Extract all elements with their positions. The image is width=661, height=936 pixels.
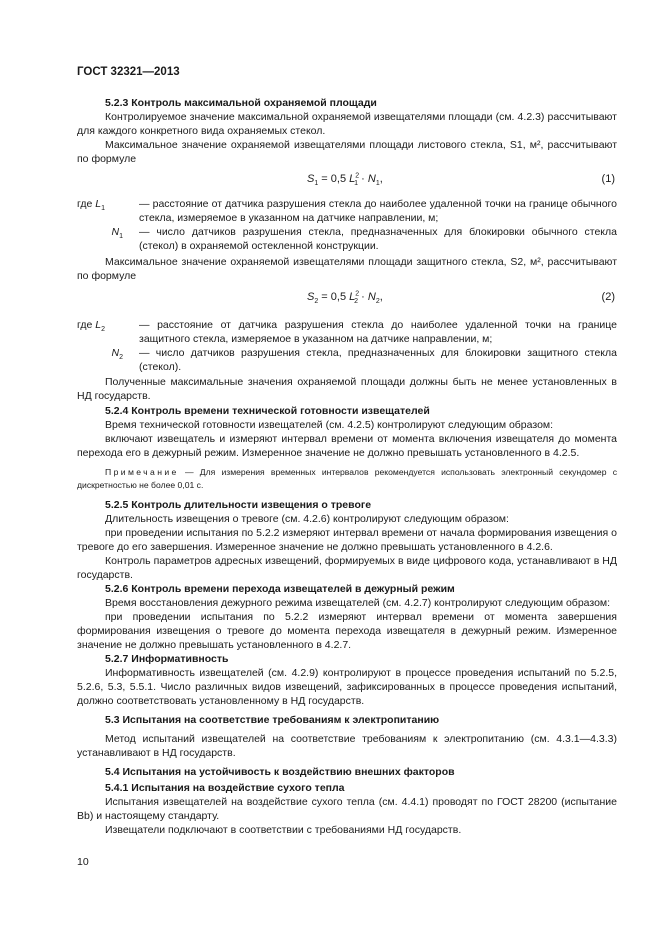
paragraph: при проведении испытания по 5.2.2 измеряют интервал времени от начала формирования извещения о тревоге до его завершения. Измеренное значение не должно превышать установленного в 4.2.6.: [77, 527, 617, 553]
section-heading: 5.2.3 Контроль максимальной охраняемой площади: [105, 97, 377, 109]
section-5-2-3-top: [77, 96, 617, 166]
page-number: 10: [77, 856, 89, 868]
paragraph: при проведении испытания по 5.2.2 измеряют интервал времени от момента завершения формирования извещения о тревоге до момента перехода извещателя в дежурный режим. Измеренное значение не должно превышать установленного в 4.2.7.: [77, 611, 617, 651]
paragraph: включают извещатель и измеряют интервал времени от момента включения извещателя до момента перехода его в дежурный режим. Измеренное значение не должно превышать установленного в 4.2.5.: [77, 433, 617, 459]
definition-row: где $L_2$ — расстояние от датчика разрушения стекла до наиболее удаленной точки на границе защитного стекла, измеряемое в указанном на датчике направлении, м;: [77, 319, 617, 345]
section-heading: 5.2.6 Контроль времени перехода извещателей в дежурный режим: [105, 583, 455, 595]
definition-row: где $L_1$ — расстояние от датчика разрушения стекла до наиболее удаленной точки на границе обычного стекла, измеряемое в указанном на датчике направлении, м;: [77, 198, 617, 224]
section-heading: 5.2.4 Контроль времени технической готовности извещателей: [105, 405, 430, 417]
definitions-2: [77, 318, 617, 374]
section-heading: 5.3 Испытания на соответствие требованиям к электропитанию: [105, 714, 440, 726]
definition-row: $N_1$ — число датчиков разрушения стекла, предназначенных для блокировки обычного стекла (стекол) в охраняемой остекленной конструкции.: [111, 226, 617, 252]
section-heading: 5.2.7 Информативность: [105, 653, 229, 665]
paragraph: Информативность извещателей (см. 4.2.9) контролируют в процессе проведения испытаний по 5.2.5, 5.2.6, 5.3, 5.5.1. Число различных видов извещений, зафиксированных в процессе проведения испытаний, должно соответствовать установленному в НД государств.: [77, 667, 617, 707]
paragraph: Метод испытаний извещателей на соответствие требованиям к электропитанию (см. 4.3.1—4.3.3) устанавливают в НД государств.: [77, 733, 617, 759]
section-heading: 5.2.5 Контроль длительности извещения о тревоге: [105, 499, 372, 511]
paragraph: Контролируемое значение максимальной охраняемой извещателями площади (см. 4.2.3) рассчитывают для каждого конкретного вида охраняемых стекол.: [77, 111, 617, 137]
paragraph: Максимальное значение охраняемой извещателями площади листового стекла, S1, м², рассчитывают по формуле: [77, 139, 617, 165]
formula-number: (2): [601, 291, 615, 303]
formula-2: $S_2 = 0,5$ $L^2_2 \cdot N_2$, (2): [307, 290, 615, 306]
paragraph: Испытания извещателей на воздействие сухого тепла (см. 4.4.1) проводят по ГОСТ 28200 (испытание Bb) и настоящему стандарту.: [77, 796, 617, 822]
formula-1: $S_1 = 0,5$ $L^2_1 \cdot N_1$, (1): [307, 172, 615, 188]
paragraph: Извещатели подключают в соответствии с требованиями НД государств.: [105, 824, 462, 836]
note-text: — Для измерения временных интервалов рекомендуется использовать электронный секундомер с дискретностью не более 0,01 с.: [77, 467, 617, 490]
paragraph: Время технической готовности извещателей (см. 4.2.5) контролируют следующим образом:: [105, 419, 554, 431]
definition-row: $N_2$ — число датчиков разрушения стекла, предназначенных для блокировки защитного стекла (стекол).: [111, 347, 617, 373]
paragraph: Время восстановления дежурного режима извещателей (см. 4.2.7) контролируют следующим образом:: [105, 597, 611, 609]
document-id: ГОСТ 32321—2013: [77, 66, 180, 78]
definitions-1: [77, 197, 617, 253]
section-heading: 5.4.1 Испытания на воздействие сухого тепла: [105, 782, 345, 794]
note-label: Примечание: [105, 467, 179, 477]
formula-number: (1): [601, 173, 615, 185]
paragraph: Полученные максимальные значения охраняемой площади должны быть не менее установленных в НД государств.: [77, 376, 617, 402]
section-heading: 5.4 Испытания на устойчивость к воздействию внешних факторов: [105, 766, 455, 778]
paragraph: Максимальное значение охраняемой извещателями площади защитного стекла, S2, м², рассчитывают по формуле: [77, 256, 617, 282]
section-5-2-3-mid: [77, 255, 617, 283]
paragraph: Длительность извещения о тревоге (см. 4.2.6) контролируют следующим образом:: [105, 513, 509, 525]
note: [77, 466, 617, 492]
paragraph: Контроль параметров адресных извещений, формируемых в виде цифрового кода, устанавливают в НД государств.: [77, 555, 617, 581]
section-body: [77, 375, 617, 837]
